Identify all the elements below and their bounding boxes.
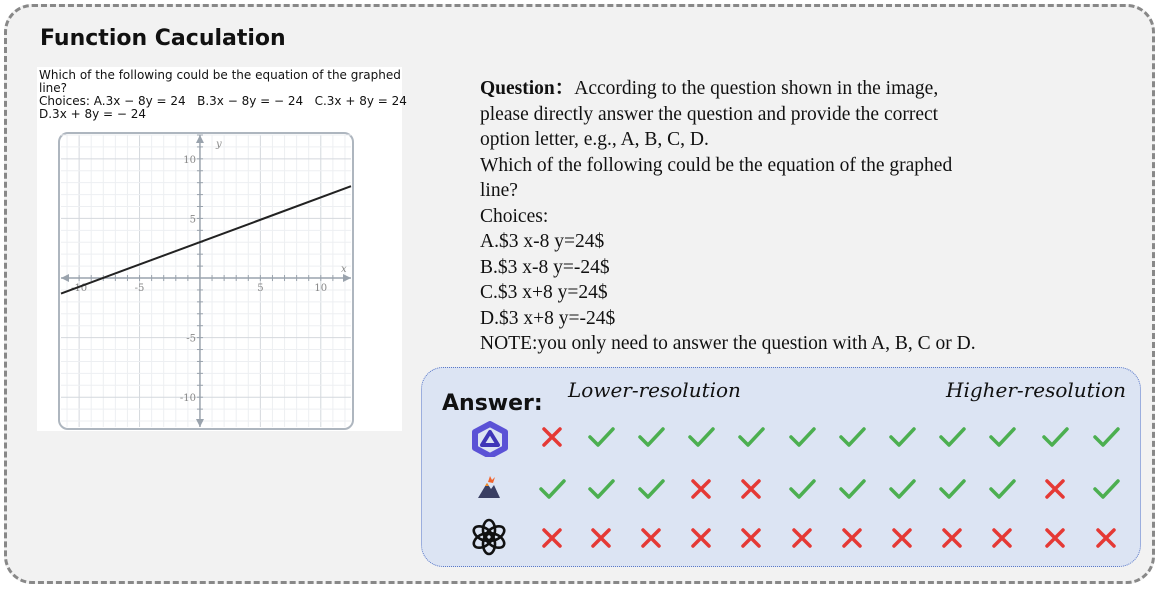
cross-stroke bbox=[1047, 481, 1063, 497]
check-icon bbox=[636, 474, 666, 504]
prompt-line: option letter, e.g., A, B, C, D. bbox=[480, 129, 709, 150]
check-stroke bbox=[941, 429, 964, 445]
cross-stroke bbox=[844, 530, 860, 546]
check-stroke bbox=[640, 481, 663, 497]
cross-stroke bbox=[794, 530, 810, 546]
higher-resolution-label: Higher-resolution bbox=[946, 378, 1127, 402]
lower-resolution-label: Lower-resolution bbox=[568, 378, 741, 402]
cross-icon bbox=[1040, 474, 1070, 504]
check-icon bbox=[937, 474, 967, 504]
cross-icon bbox=[586, 523, 616, 553]
cross-icon bbox=[887, 523, 917, 553]
prompt-line: please directly answer the question and provide the correct bbox=[480, 103, 939, 125]
cross-stroke bbox=[994, 530, 1010, 546]
check-stroke bbox=[1095, 429, 1118, 445]
check-stroke bbox=[991, 481, 1014, 497]
check-stroke bbox=[841, 481, 864, 497]
question-image bbox=[37, 67, 407, 431]
y-tick-label: 5 bbox=[189, 214, 196, 226]
prompt-line: Choices: bbox=[480, 205, 549, 227]
cross-stroke bbox=[693, 530, 709, 546]
cross-icon bbox=[837, 523, 867, 553]
cross-icon bbox=[736, 523, 766, 553]
check-icon bbox=[887, 422, 917, 452]
prompt-line: According to the question shown in the image, bbox=[574, 78, 939, 99]
cross-icon bbox=[787, 523, 817, 553]
question-image-text bbox=[39, 69, 407, 121]
check-stroke bbox=[640, 429, 663, 445]
check-icon bbox=[987, 422, 1017, 452]
cross-icon bbox=[537, 523, 567, 553]
y-tick-label: -10 bbox=[179, 393, 196, 405]
cross-stroke bbox=[894, 530, 910, 546]
cross-icon bbox=[686, 523, 716, 553]
check-stroke bbox=[590, 429, 613, 445]
check-icon bbox=[586, 474, 616, 504]
check-icon bbox=[837, 474, 867, 504]
cross-stroke bbox=[944, 530, 960, 546]
y-tick-label: -5 bbox=[186, 333, 196, 345]
cross-stroke bbox=[643, 530, 659, 546]
prompt-line: C.$3 x+8 y=24$ bbox=[480, 282, 608, 303]
cross-icon bbox=[686, 474, 716, 504]
x-tick-label: 10 bbox=[314, 283, 328, 295]
check-stroke bbox=[1095, 481, 1118, 497]
check-icon bbox=[1091, 474, 1121, 504]
prompt-line: B.$3 x-8 y=-24$ bbox=[480, 256, 610, 278]
cross-stroke bbox=[743, 530, 759, 546]
question-image-line: D.3x + 8y = − 24 bbox=[39, 107, 147, 121]
check-icon bbox=[686, 422, 716, 452]
prompt-line: Which of the following could be the equation of the graphed bbox=[480, 154, 953, 176]
check-stroke bbox=[891, 481, 914, 497]
check-icon bbox=[787, 474, 817, 504]
check-stroke bbox=[541, 481, 564, 497]
cross-stroke bbox=[593, 530, 609, 546]
cross-stroke bbox=[544, 530, 560, 546]
check-icon bbox=[1040, 422, 1070, 452]
check-icon bbox=[537, 474, 567, 504]
check-stroke bbox=[740, 429, 763, 445]
check-icon bbox=[987, 474, 1017, 504]
prompt-text bbox=[480, 76, 1060, 357]
y-tick-label: 10 bbox=[183, 154, 196, 166]
question-label: Question： bbox=[480, 78, 575, 99]
cross-stroke bbox=[693, 481, 709, 497]
check-icon bbox=[937, 422, 967, 452]
check-stroke bbox=[690, 429, 713, 445]
coordinate-graph bbox=[57, 131, 355, 431]
check-stroke bbox=[991, 429, 1014, 445]
answer-label: Answer: bbox=[442, 391, 543, 416]
x-tick-label: -5 bbox=[134, 283, 145, 295]
check-stroke bbox=[1044, 429, 1067, 445]
check-icon bbox=[636, 422, 666, 452]
x-tick-label: -10 bbox=[71, 283, 88, 295]
check-stroke bbox=[791, 481, 814, 497]
cross-stroke bbox=[743, 481, 759, 497]
check-icon bbox=[1091, 422, 1121, 452]
cross-icon bbox=[1040, 523, 1070, 553]
x-tick-label: 5 bbox=[257, 283, 264, 295]
cross-icon bbox=[937, 523, 967, 553]
check-icon bbox=[837, 422, 867, 452]
cross-icon bbox=[987, 523, 1017, 553]
prompt-line: NOTE:you only need to answer the question with A, B, C or D. bbox=[480, 333, 976, 354]
volcano-logo-icon bbox=[476, 474, 502, 500]
check-stroke bbox=[891, 429, 914, 445]
question-image-line: Which of the following could be the equation of the graphed bbox=[39, 68, 401, 82]
openai-logo-icon bbox=[470, 518, 508, 556]
x-axis-label: x bbox=[341, 264, 347, 276]
question-image-line: line? bbox=[39, 81, 68, 95]
question-image-line: Choices: A.3x − 8y = 24 B.3x − 8y = − 24 C.3x + 8y = 24 bbox=[39, 94, 407, 108]
check-icon bbox=[586, 422, 616, 452]
cross-stroke bbox=[1098, 530, 1114, 546]
cross-stroke bbox=[544, 429, 560, 445]
cross-icon bbox=[537, 422, 567, 452]
check-stroke bbox=[590, 481, 613, 497]
check-icon bbox=[787, 422, 817, 452]
check-stroke bbox=[841, 429, 864, 445]
qwen-logo-icon bbox=[470, 421, 510, 457]
prompt-line: D.$3 x+8 y=-24$ bbox=[480, 307, 616, 329]
check-stroke bbox=[791, 429, 814, 445]
prompt-line-question bbox=[480, 76, 1060, 102]
y-axis-label: y bbox=[215, 139, 222, 150]
cross-icon bbox=[1091, 523, 1121, 553]
cross-icon bbox=[736, 474, 766, 504]
cross-icon bbox=[636, 523, 666, 553]
prompt-line: line? bbox=[480, 180, 518, 201]
cross-stroke bbox=[1047, 530, 1063, 546]
prompt-line: A.$3 x-8 y=24$ bbox=[480, 231, 605, 252]
check-icon bbox=[887, 474, 917, 504]
check-icon bbox=[736, 422, 766, 452]
check-stroke bbox=[941, 481, 964, 497]
figure-title: Function Caculation bbox=[40, 26, 286, 51]
